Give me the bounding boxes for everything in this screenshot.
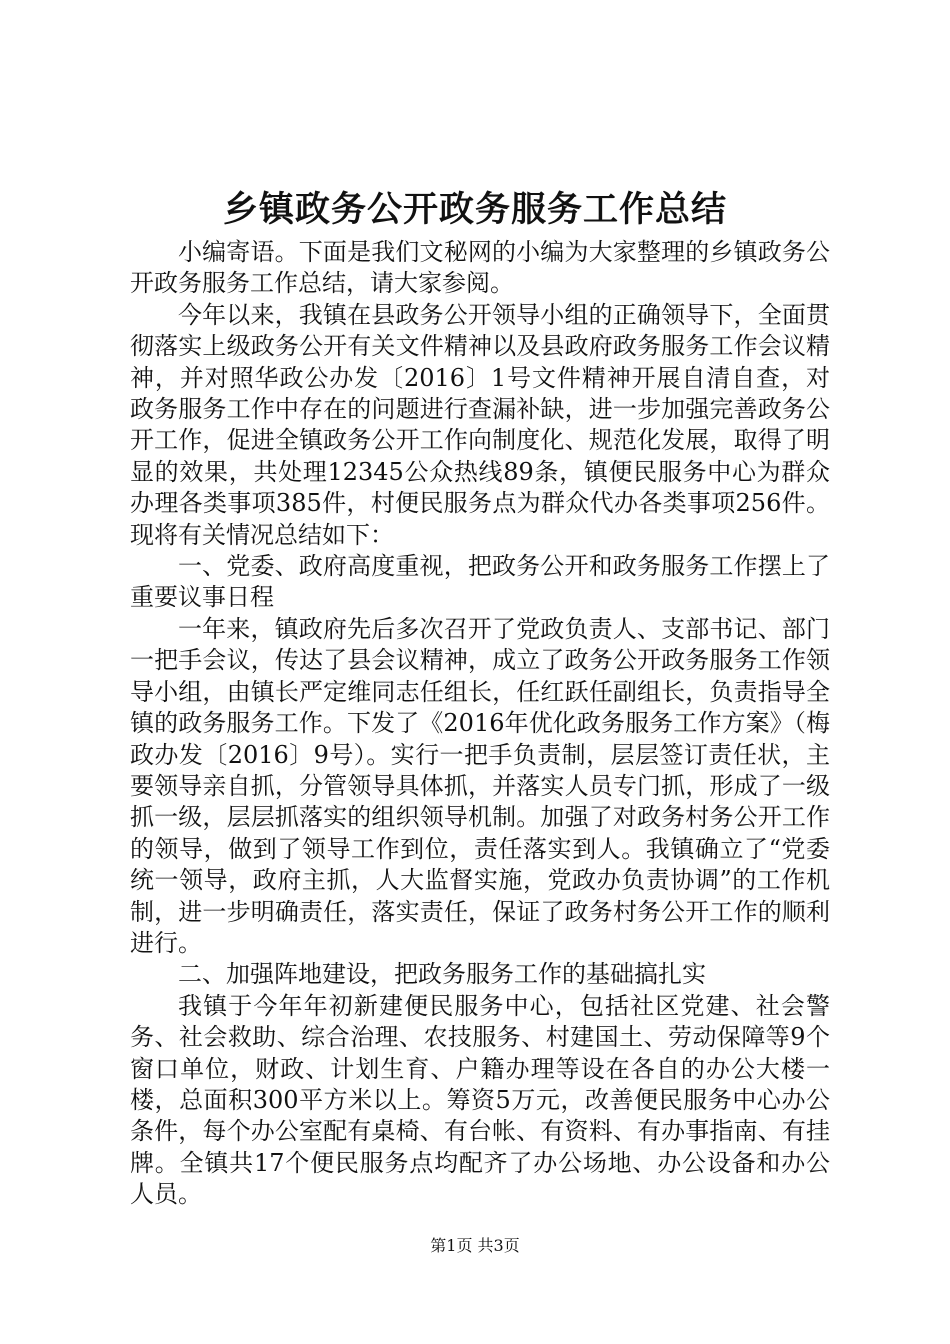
document-title: 乡镇政务公开政务服务工作总结 — [222, 189, 727, 230]
paragraph-overview: 今年以来，我镇在县政务公开领导小组的正确领导下，全面贯彻落实上级政务公开有关文件精神以及县政府政务服务工作会议精神，并对照华政公办发〔2016〕1号文件精神开展自清自查，对政务服务工作中存在的问题进行查漏补缺，进一步加强完善政务公开工作，促进全镇政务公开工作向制度化、规范化发展，取得了明显的效果，共处理12345公众热线89条，镇便民服务中心为群众办理各类事项385件，村便民服务点为群众代办各类事项256件。现将有关情况总结如下： — [130, 300, 830, 549]
section-heading-1: 一、党委、政府高度重视，把政务公开和政务服务工作摆上了重要议事日程 — [130, 552, 830, 612]
document-body — [130, 237, 830, 1211]
paragraph-section-1: 一年来，镇政府先后多次召开了党政负责人、支部书记、部门一把手会议，传达了县会议精神，成立了政务公开政务服务工作领导小组，由镇长严定维同志任组长，任红跃任副组长，负责指导全镇的政务服务工作。下发了《2016年优化政务服务工作方案》（梅政办发〔2016〕9号）。实行一把手负责制，层层签订责任状，主要领导亲自抓，分管领导具体抓，并落实人员专门抓，形成了一级抓一级，层层抓落实的组织领导机制。加强了对政务村务公开工作的领导，做到了领导工作到位，责任落实到人。我镇确立了“党委统一领导，政府主抓，人大监督实施，党政办负责协调”的工作机制，进一步明确责任，落实责任，保证了政务村务公开工作的顺利进行。 — [130, 614, 830, 957]
paragraph-intro: 小编寄语。下面是我们文秘网的小编为大家整理的乡镇政务公开政务服务工作总结，请大家参阅。 — [130, 238, 830, 298]
paragraph-section-2: 我镇于今年年初新建便民服务中心，包括社区党建、社会警务、社会救助、综合治理、农技服务、村建国土、劳动保障等9个窗口单位，财政、计划生育、户籍办理等设在各自的办公大楼一楼，总面积300平方米以上。筹资5万元，改善便民服务中心办公条件，每个办公室配有桌椅、有台帐、有资料、有办事指南、有挂牌。全镇共17个便民服务点均配齐了办公场地、办公设备和办公人员。 — [130, 991, 830, 1209]
section-heading-2: 二、加强阵地建设，把政务服务工作的基础搞扎实 — [178, 960, 706, 989]
page-footer: 第1页 共3页 — [430, 1236, 520, 1255]
